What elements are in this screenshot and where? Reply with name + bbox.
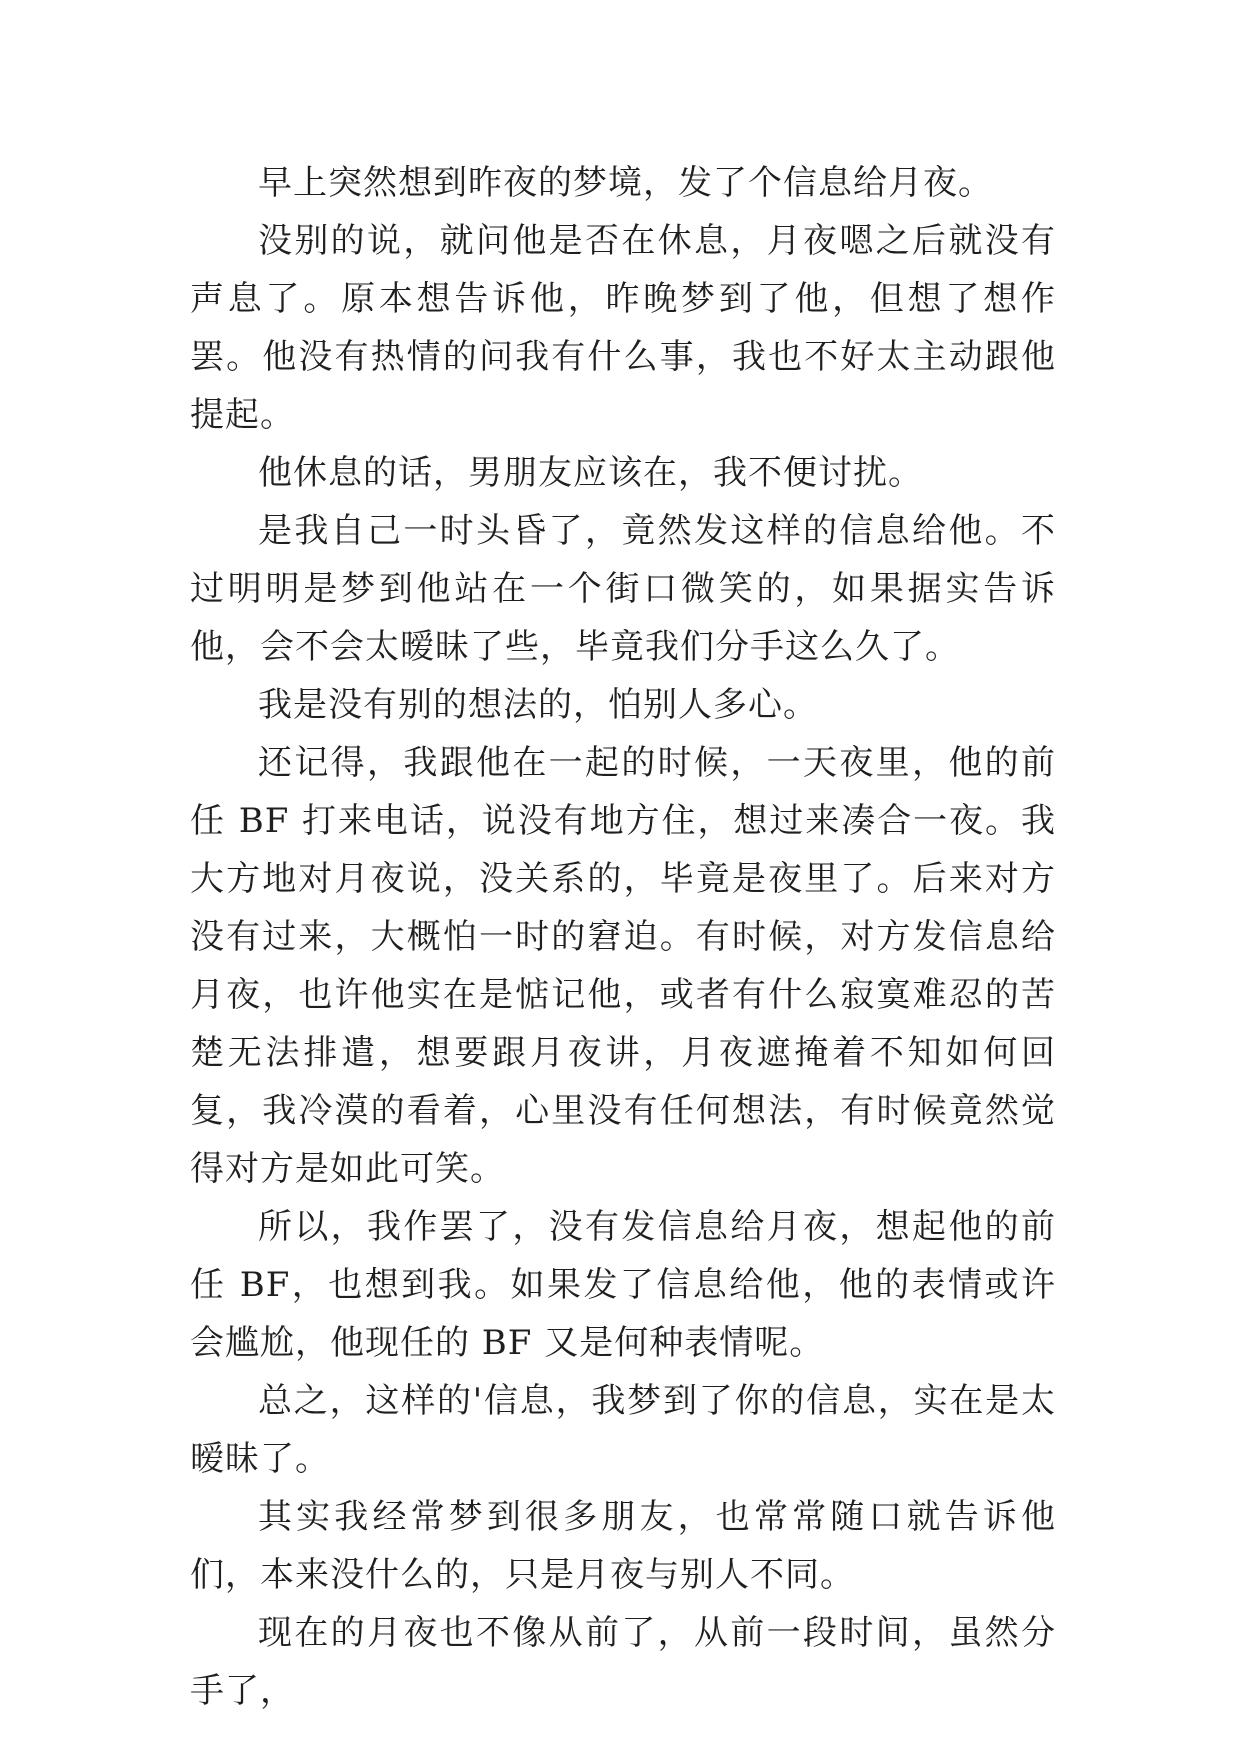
paragraph: 我是没有别的想法的，怕别人多心。 [258, 685, 818, 725]
paragraph: 是我自己一时头昏了，竟然发这样的信息给他。不过明明是梦到他站在一个街口微笑的，如果据实告诉他，会不会太暧昧了些，毕竟我们分手这么久了。 [190, 511, 1056, 667]
paragraph: 其实我经常梦到很多朋友，也常常随口就告诉他们，本来没什么的，只是月夜与别人不同。 [190, 1497, 1056, 1595]
document-body [190, 154, 1056, 1720]
paragraph: 总之，这样的'信息，我梦到了你的信息，实在是太暧昧了。 [190, 1381, 1056, 1479]
paragraph: 现在的月夜也不像从前了，从前一段时间，虽然分手了， [190, 1613, 1056, 1711]
paragraph: 还记得，我跟他在一起的时候，一天夜里，他的前任 BF 打来电话，说没有地方住，想过来凑合一夜。我大方地对月夜说，没关系的，毕竟是夜里了。后来对方没有过来，大概怕一时的窘迫。有时候，对方发信息给月夜，也许他实在是惦记他，或者有什么寂寞难忍的苦楚无法排遣，想要跟月夜讲，月夜遮掩着不知如何回复，我冷漠的看着，心里没有任何想法，有时候竟然觉得对方是如此可笑。 [190, 743, 1056, 1189]
paragraph: 所以，我作罢了，没有发信息给月夜，想起他的前任 BF，也想到我。如果发了信息给他，他的表情或许会尴尬，他现任的 BF 又是何种表情呢。 [190, 1207, 1056, 1363]
paragraph: 他休息的话，男朋友应该在，我不便讨扰。 [258, 453, 923, 493]
paragraph: 没别的说，就问他是否在休息，月夜嗯之后就没有声息了。原本想告诉他，昨晚梦到了他，但想了想作罢。他没有热情的问我有什么事，我也不好太主动跟他提起。 [190, 221, 1056, 435]
paragraph: 早上突然想到昨夜的梦境，发了个信息给月夜。 [258, 163, 993, 203]
